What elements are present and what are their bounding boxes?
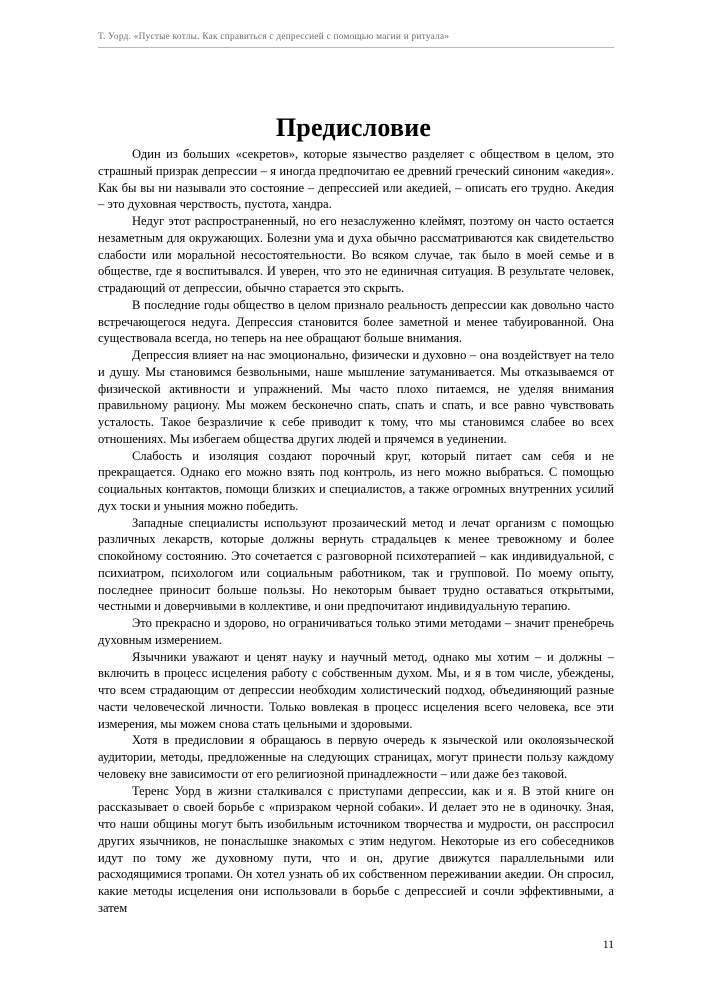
paragraph: Недуг этот распространенный, но его незаслуженно клеймят, поэтому он часто остается незаметным для окружающих. Болезни ума и духа обычно рассматриваются как свидетельство слабости или моральной несостоятельности. Во всяком случае, так было в моей семье и в обществе, где я воспитывался. И уверен, что это не единичная ситуация. В результате человек, страдающий от депрессии, обычно старается это скрыть.: [98, 214, 614, 295]
page-title: Предисловие: [275, 113, 432, 143]
body-text: [98, 146, 614, 917]
running-header-text: Т. Уорд. «Пустые котлы. Как справиться с депрессией с помощью магии и ритуала»: [98, 32, 450, 42]
paragraph: В последние годы общество в целом признало реальность депрессии как довольно часто встречающегося недуга. Депрессия становится более заметной и менее табуированной. Она существовала всегда, но теперь на нее обращают больше внимания.: [98, 297, 614, 346]
paragraph: Депрессия влияет на нас эмоционально, физически и духовно – она воздействует на тело и душу. Мы становимся безвольными, наше мышление затуманивается. Мы отказываемся от физической активности и упражнений. Мы часто плохо питаемся, не уделяя внимания правильному рациону. Мы можем бесконечно спать, спать и спать, и все равно чувствовать усталость. Такое безразличие к себе приводит к тому, что мы становимся слабее во всех отношениях. Мы избегаем общества других людей и прячемся в уединении.: [98, 348, 614, 446]
paragraph: Слабость и изоляция создают порочный круг, который питает сам себя и не прекращается. Однако его можно взять под контроль, из него можно выбраться. С помощью социальных контактов, помощи близких и специалистов, а также огромных внутренних усилий дух тоски и уныния можно победить.: [98, 448, 614, 513]
header-divider: [98, 47, 614, 48]
page-number: 11: [602, 939, 614, 951]
paragraph: Теренс Уорд в жизни сталкивался с приступами депрессии, как и я. В этой книге он рассказывает о своей борьбе с «призраком черной собаки». И делает это не в одиночку. Зная, что наши общины могут быть изобильным источником творчества и мудрости, он расспросил других язычников, не понаслышке знакомых с этим недугом. Некоторые из его собеседников идут по тому же духовному пути, что и он, другие движутся параллельными или расходящимися тропами. Он хотел узнать об их собственном переживании акедии. Он спросил, какие методы исцеления они использовали в борьбе с депрессией и сочли эффективными, а затем: [98, 783, 614, 915]
paragraph: Один из больших «секретов», которые язычество разделяет с обществом в целом, это страшный призрак депрессии – я иногда предпочитаю ее древний греческий синоним «акедия». Как бы вы ни называли это состояние – депрессией или акедией, – описать его трудно. Акедия – это духовная черствость, пустота, хандра.: [98, 147, 614, 212]
running-header: [98, 31, 614, 48]
paragraph: Западные специалисты используют прозаический метод и лечат организм с помощью различных лекарств, которые должны вернуть страдальцев к менее тревожному и более спокойному состоянию. Это сочетается с разговорной психотерапией – как индивидуальной, с психиатром, психологом или социальным работником, так и групповой. По моему опыту, последнее приносит больше пользы. Но некоторым бывает трудно оставаться открытыми, честными и доверчивыми в коллективе, и они предпочитают индивидуальную терапию.: [98, 515, 614, 614]
paragraph: Это прекрасно и здорово, но ограничиваться только этими методами – значит пренебречь духовным измерением.: [98, 616, 614, 647]
paragraph: Язычники уважают и ценят науку и научный метод, однако мы хотим – и должны – включить в процесс исцеления работу с собственным духом. Мы, и я в том числе, убеждены, что всем страдающим от депрессии необходим холистический подход, объединяющий разные части человеческой личности. Только вовлекая в процесс исцеления всего человека, все эти измерения, мы можем снова стать цельными и здоровыми.: [98, 649, 614, 731]
paragraph: Хотя в предисловии я обращаюсь в первую очередь к языческой или околоязыческой аудитории, методы, предложенные на следующих страницах, могут принести пользу каждому человеку вне зависимости от его религиозной принадлежности – или даже без таковой.: [98, 733, 614, 781]
